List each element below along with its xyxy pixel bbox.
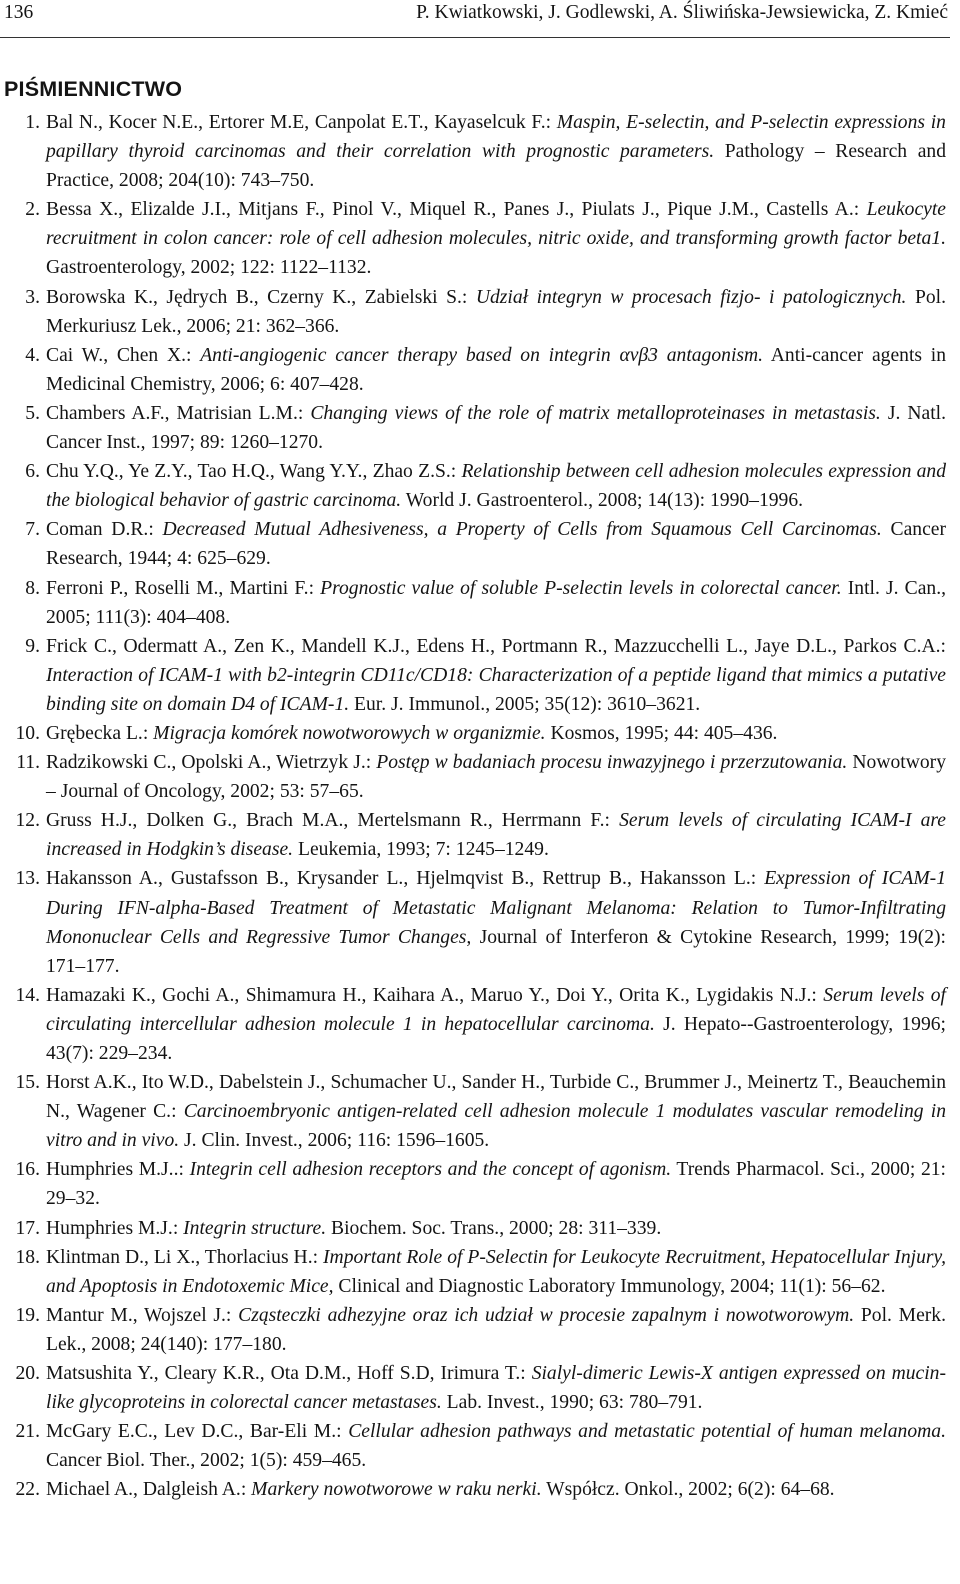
reference-source: Anti-cancer agents in Medicinal Chemistry, 2006; 6: 407–428. bbox=[46, 344, 947, 395]
reference-title: Decreased Mutual Adhesiveness, a Property of Cells from Squamous Cell Carcinomas. bbox=[162, 519, 882, 541]
reference-title: Important Role of P-Selectin for Leukocyte Recruitment, Hepatocellular Injury, and Apoptosis in Endotoxemic Mice, bbox=[46, 1246, 946, 1297]
reference-item bbox=[4, 1301, 946, 1359]
reference-title: Prognostic value of soluble P-selectin levels in colorectal cancer. bbox=[320, 577, 842, 599]
running-header-authors: P. Kwiatkowski, J. Godlewski, A. Śliwińska-Jewsiewicka, Z. Kmieć bbox=[416, 2, 948, 23]
reference-number: 3. bbox=[25, 286, 40, 308]
reference-item bbox=[4, 195, 946, 282]
reference-authors: Humphries M.J..: bbox=[46, 1159, 190, 1181]
reference-authors: Gruss H.J., Dolken G., Brach M.A., Mertelsmann R., Herrmann F.: bbox=[46, 810, 620, 832]
reference-text bbox=[46, 108, 946, 195]
reference-source: Biochem. Soc. Trans., 2000; 28: 311–339. bbox=[326, 1217, 662, 1239]
reference-item bbox=[4, 283, 946, 341]
reference-text bbox=[46, 1214, 946, 1243]
reference-item bbox=[4, 632, 946, 719]
reference-number: 5. bbox=[25, 402, 40, 424]
reference-number: 2. bbox=[25, 199, 40, 221]
reference-source: J. Hepato--Gastroenterology, 1996; 43(7): 229–234. bbox=[46, 1013, 946, 1064]
reference-title: Interaction of ICAM-1 with b2-integrin CD11c/CD18: Characterization of a peptide ligand that mimics a putative binding site on domain D4 of ICAM-1. bbox=[46, 664, 946, 715]
reference-item bbox=[4, 1475, 946, 1504]
reference-title: Leukocyte recruitment in colon cancer: role of cell adhesion molecules, nitric oxide, and transforming growth factor beta1. bbox=[46, 199, 946, 250]
reference-number: 10. bbox=[15, 722, 40, 744]
running-header bbox=[4, 2, 948, 32]
reference-source: Trends Pharmacol. Sci., 2000; 21: 29–32. bbox=[46, 1159, 946, 1210]
reference-text bbox=[46, 1243, 946, 1301]
reference-number: 1. bbox=[25, 112, 40, 133]
reference-source: Leukemia, 1993; 7: 1245–1249. bbox=[293, 839, 549, 861]
reference-title: Carcinoembryonic antigen-related cell adhesion molecule 1 modulates vascular remodeling in vitro and in vivo. bbox=[46, 1101, 946, 1152]
reference-number: 4. bbox=[25, 344, 40, 366]
reference-title: Serum levels of circulating intercellular adhesion molecule 1 in hepatocellular carcinoma. bbox=[46, 984, 946, 1035]
reference-source: World J. Gastroenterol., 2008; 14(13): 1990–1996. bbox=[401, 490, 804, 512]
reference-title: Migracja komórek nowotworowych w organizmie. bbox=[153, 722, 546, 744]
reference-item bbox=[4, 457, 946, 515]
reference-source: Współcz. Onkol., 2002; 6(2): 64–68. bbox=[541, 1479, 835, 1501]
reference-text bbox=[46, 719, 946, 748]
reference-source: Intl. J. Can., 2005; 111(3): 404–408. bbox=[46, 577, 946, 628]
reference-number: 9. bbox=[25, 635, 40, 657]
reference-number: 11. bbox=[16, 752, 40, 774]
reference-title: Udział integryn w procesach fizjo- i patologicznych. bbox=[475, 286, 907, 308]
reference-text bbox=[46, 515, 946, 573]
reference-item bbox=[4, 341, 946, 399]
reference-number: 8. bbox=[25, 577, 40, 599]
reference-authors: Bal N., Kocer N.E., Ertorer M.E, Canpolat E.T., Kayaselcuk F.: bbox=[46, 112, 557, 133]
reference-source: J. Clin. Invest., 2006; 116: 1596–1605. bbox=[179, 1130, 490, 1152]
reference-number: 12. bbox=[15, 810, 40, 832]
reference-authors: Chu Y.Q., Ye Z.Y., Tao H.Q., Wang Y.Y., Zhao Z.S.: bbox=[46, 461, 462, 483]
reference-authors: Grębecka L.: bbox=[46, 722, 154, 744]
reference-number: 16. bbox=[15, 1159, 40, 1181]
reference-number: 18. bbox=[15, 1246, 40, 1268]
header-divider bbox=[0, 37, 950, 38]
reference-text bbox=[46, 748, 946, 806]
reference-authors: Mantur M., Wojszel J.: bbox=[46, 1304, 239, 1326]
reference-source: Eur. J. Immunol., 2005; 35(12): 3610–3621. bbox=[349, 693, 701, 715]
reference-authors: Matsushita Y., Cleary K.R., Ota D.M., Hoff S.D, Irimura T.: bbox=[46, 1363, 532, 1385]
reference-authors: Chambers A.F., Matrisian L.M.: bbox=[46, 402, 311, 424]
reference-text bbox=[46, 632, 946, 719]
reference-item bbox=[4, 1243, 946, 1301]
reference-text bbox=[46, 1155, 946, 1213]
reference-text bbox=[46, 806, 946, 864]
reference-title: Integrin structure. bbox=[183, 1217, 327, 1239]
reference-authors: Cai W., Chen X.: bbox=[46, 344, 201, 366]
reference-text bbox=[46, 981, 946, 1068]
reference-number: 17. bbox=[15, 1217, 40, 1239]
reference-title: Maspin, E-selectin, and P-selectin expressions in papillary thyroid carcinomas and their correlation with prognostic parameters. bbox=[46, 112, 946, 163]
reference-number: 19. bbox=[15, 1304, 40, 1326]
reference-number: 6. bbox=[25, 461, 40, 483]
reference-list bbox=[4, 108, 946, 1505]
reference-title: Changing views of the role of matrix metalloproteinases in metastasis. bbox=[310, 402, 881, 424]
reference-authors: Frick C., Odermatt A., Zen K., Mandell K.J., Edens H., Portmann R., Mazzucchelli L., Jaye D.L., Parkos C.A.: bbox=[46, 635, 946, 657]
reference-item bbox=[4, 864, 946, 980]
reference-authors: Hakansson A., Gustafsson B., Krysander L., Hjelmqvist B., Rettrup B., Hakansson L.: bbox=[46, 868, 765, 890]
reference-text bbox=[46, 283, 946, 341]
reference-title: Relationship between cell adhesion molecules expression and the biological behavior of gastric carcinoma. bbox=[46, 461, 946, 512]
reference-text bbox=[46, 864, 946, 980]
reference-source: Cancer Research, 1944; 4: 625–629. bbox=[46, 519, 946, 570]
reference-text bbox=[46, 1417, 946, 1475]
reference-authors: Bessa X., Elizalde J.I., Mitjans F., Pinol V., Miquel R., Panes J., Piulats J., Pique J.M., Castells A.: bbox=[46, 199, 867, 221]
reference-item bbox=[4, 748, 946, 806]
reference-source: Kosmos, 1995; 44: 405–436. bbox=[545, 722, 778, 744]
reference-authors: Klintman D., Li X., Thorlacius H.: bbox=[46, 1246, 324, 1268]
reference-text bbox=[46, 341, 946, 399]
reference-authors: Humphries M.J.: bbox=[46, 1217, 184, 1239]
reference-title: Anti-angiogenic cancer therapy based on integrin αvβ3 antagonism. bbox=[200, 344, 764, 366]
reference-authors: Horst A.K., Ito W.D., Dabelstein J., Schumacher U., Sander H., Turbide C., Brummer J., Meinertz T., Beauchemin N., Wagener C.: bbox=[46, 1072, 946, 1123]
reference-item bbox=[4, 108, 946, 195]
reference-title: Integrin cell adhesion receptors and the concept of agonism. bbox=[189, 1159, 672, 1181]
reference-item bbox=[4, 1359, 946, 1417]
reference-source: J. Natl. Cancer Inst., 1997; 89: 1260–1270. bbox=[46, 402, 947, 454]
reference-title: Sialyl-dimeric Lewis-X antigen expressed on mucin-like glycoproteins in colorectal cancer metastases. bbox=[46, 1363, 946, 1414]
reference-authors: Hamazaki K., Gochi A., Shimamura H., Kaihara A., Maruo Y., Doi Y., Orita K., Lygidakis N.J.: bbox=[46, 984, 824, 1006]
reference-source: Gastroenterology, 2002; 122: 1122–1132. bbox=[46, 257, 372, 279]
reference-text bbox=[46, 1068, 946, 1155]
reference-number: 13. bbox=[15, 868, 40, 890]
reference-item bbox=[4, 1214, 946, 1243]
reference-title: Cząsteczki adhezyjne oraz ich udział w procesie zapalnym i nowotworowym. bbox=[238, 1304, 855, 1326]
reference-source: Pathology – Research and Practice, 2008; 204(10): 743–750. bbox=[46, 141, 946, 192]
reference-text bbox=[46, 1359, 946, 1417]
reference-number: 21. bbox=[15, 1421, 40, 1443]
reference-source: Pol. Merkuriusz Lek., 2006; 21: 362–366. bbox=[46, 286, 946, 337]
reference-number: 15. bbox=[15, 1072, 40, 1094]
reference-item bbox=[4, 1068, 946, 1155]
reference-authors: Michael A., Dalgleish A.: bbox=[46, 1479, 252, 1501]
reference-title: Postęp w badaniach procesu inwazyjnego i przerzutowania. bbox=[376, 752, 848, 774]
reference-item bbox=[4, 1417, 946, 1475]
page-number: 136 bbox=[4, 2, 34, 23]
reference-authors: McGary E.C., Lev D.C., Bar-Eli M.: bbox=[46, 1421, 349, 1443]
reference-authors: Borowska K., Jędrych B., Czerny K., Zabielski S.: bbox=[46, 286, 476, 308]
reference-text bbox=[46, 457, 946, 515]
reference-text bbox=[46, 195, 946, 282]
reference-source: Lab. Invest., 1990; 63: 780–791. bbox=[441, 1392, 703, 1414]
reference-item bbox=[4, 719, 946, 748]
reference-title: Markery nowotworowe w raku nerki. bbox=[251, 1479, 542, 1501]
section-title: PIŚMIENNICTWO bbox=[4, 77, 183, 101]
reference-authors: Radzikowski C., Opolski A., Wietrzyk J.: bbox=[46, 752, 377, 774]
reference-title: Serum levels of circulating ICAM-I are increased in Hodgkin’s disease. bbox=[46, 810, 946, 861]
reference-text bbox=[46, 1475, 946, 1504]
reference-item bbox=[4, 515, 946, 573]
reference-title: Cellular adhesion pathways and metastatic potential of human melanoma. bbox=[348, 1421, 946, 1443]
reference-authors: Ferroni P., Roselli M., Martini F.: bbox=[46, 577, 321, 599]
reference-item bbox=[4, 806, 946, 864]
reference-source: Journal of Interferon & Cytokine Research, 1999; 19(2): 171–177. bbox=[46, 926, 946, 977]
reference-number: 14. bbox=[15, 984, 40, 1006]
reference-text bbox=[46, 399, 946, 457]
reference-item bbox=[4, 574, 946, 632]
reference-item bbox=[4, 399, 946, 457]
reference-title: Expression of ICAM-1 During IFN-alpha-Based Treatment of Metastatic Malignant Melanoma: Relation to Tumor-Infiltrating Mononuclear Cells and Regressive Tumor Changes, bbox=[46, 868, 947, 948]
reference-source: Nowotwory – Journal of Oncology, 2002; 53: 57–65. bbox=[46, 752, 946, 803]
reference-text bbox=[46, 1301, 946, 1359]
reference-number: 22. bbox=[15, 1479, 40, 1501]
reference-item bbox=[4, 1155, 946, 1213]
reference-number: 20. bbox=[15, 1363, 40, 1385]
reference-number: 7. bbox=[25, 519, 40, 541]
reference-source: Cancer Biol. Ther., 2002; 1(5): 459–465. bbox=[46, 1450, 367, 1472]
reference-item bbox=[4, 981, 946, 1068]
reference-source: Pol. Merk. Lek., 2008; 24(140): 177–180. bbox=[46, 1304, 947, 1355]
reference-authors: Coman D.R.: bbox=[46, 519, 163, 541]
reference-source: Clinical and Diagnostic Laboratory Immunology, 2004; 11(1): 56–62. bbox=[333, 1275, 886, 1297]
reference-text bbox=[46, 574, 946, 632]
